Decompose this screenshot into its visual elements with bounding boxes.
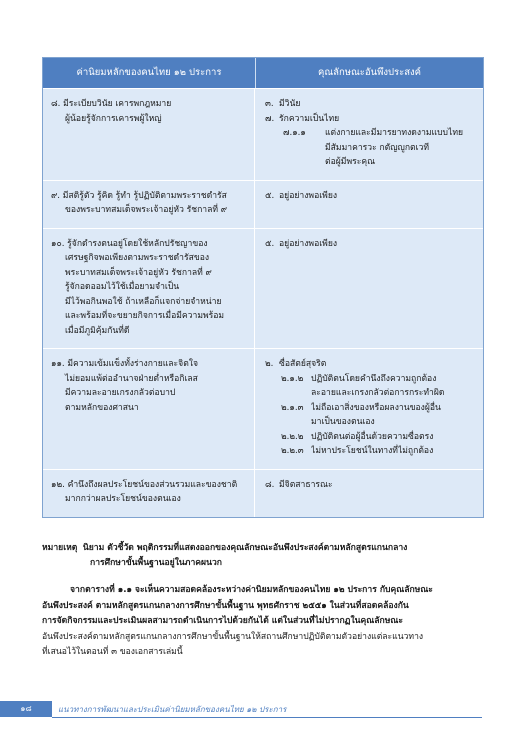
note-text-cont: การศึกษาขั้นพื้นฐานอยู่ในภาคผนวก bbox=[90, 558, 222, 568]
cell-line: รู้จักอดออมไว้ใช้เมื่อยามจำเป็น bbox=[65, 282, 180, 292]
sub-text: แต่งกายและมีมารยาทงดงามแบบไทย bbox=[325, 128, 464, 138]
cell-characteristic bbox=[255, 89, 483, 180]
para-line: ที่เสนอไว้ในตอนที่ ๓ ของเอกสารเล่มนี้ bbox=[42, 647, 183, 657]
cell-core-value bbox=[43, 229, 255, 349]
note-label: หมายเหตุ bbox=[42, 543, 78, 553]
sub-number: ๒.๒.๒ bbox=[281, 431, 304, 442]
item-text: อยู่อย่างพอเพียง bbox=[279, 238, 338, 249]
cell-characteristic bbox=[255, 470, 483, 517]
table-row bbox=[43, 469, 483, 517]
sub-number: ๒.๑.๓ bbox=[281, 402, 304, 413]
sub-number bbox=[265, 415, 311, 430]
cell-line: ๘. มีระเบียบวินัย เคารพกฎหมาย bbox=[51, 99, 172, 109]
page-number: ๑๘ bbox=[0, 701, 52, 717]
table-row bbox=[43, 348, 483, 469]
item-number: ๕. bbox=[265, 190, 275, 201]
cell-line: ไม่ยอมแพ้ต่ออำนาจฝ่ายต่ำหรือกิเลส bbox=[65, 373, 198, 384]
sub-number: ๒.๑.๒ bbox=[281, 373, 304, 384]
sub-number bbox=[265, 155, 325, 170]
table-header bbox=[43, 58, 483, 88]
item-number: ๘. bbox=[265, 479, 275, 490]
sub-number bbox=[265, 141, 325, 156]
cell-characteristic bbox=[255, 349, 483, 469]
note-text: นิยาม ตัวชี้วัด พฤติกรรมที่แสดงออกของคุณลักษณะอันพึงประสงค์ตามหลักสูตรแกนกลาง bbox=[82, 543, 408, 553]
sub-number: ๗.๑.๑ bbox=[283, 128, 306, 138]
cell-line: ของพระบาทสมเด็จพระเจ้าอยู่หัว รัชกาลที่ ๙ bbox=[65, 205, 228, 215]
item-number: ๒. bbox=[265, 359, 274, 369]
cell-characteristic bbox=[255, 229, 483, 349]
cell-line: ตามหลักของศาสนา bbox=[65, 402, 139, 413]
cell-line: เศรษฐกิจพอเพียงตามพระราชดำรัสของ bbox=[65, 253, 210, 263]
para-line: อันพึงประสงค์ตามหลักสูตรแกนกลางการศึกษาขั้นพื้นฐานให้สถานศึกษาปฏิบัติตามตัวอย่างแต่ละแนวทาง bbox=[42, 631, 424, 642]
table-row bbox=[43, 228, 483, 349]
item-number: ๕. bbox=[265, 238, 275, 249]
cell-characteristic bbox=[255, 181, 483, 228]
item-text: รักความเป็นไทย bbox=[279, 113, 340, 124]
table-row bbox=[43, 180, 483, 228]
sub-text: ปฏิบัติตนต่อผู้อื่นด้วยความซื่อตรง bbox=[311, 431, 434, 442]
sub-text: ไม่หาประโยชน์ในทางที่ไม่ถูกต้อง bbox=[311, 446, 434, 456]
item-number: ๗. bbox=[265, 113, 275, 124]
item-text: มีจิตสาธารณะ bbox=[279, 479, 333, 490]
item-text: มีวินัย bbox=[279, 99, 301, 109]
para-line: จากตารางที่ ๑.๑ จะเห็นความสอดคล้องระหว่างค่านิยมหลักของคนไทย ๑๒ ประการ กับคุณลักษณะ bbox=[70, 585, 433, 595]
table-note bbox=[42, 541, 482, 571]
cell-line: เมื่อมีภูมิคุ้มกันที่ดี bbox=[65, 325, 130, 336]
cell-line: ๑๒. คำนึงถึงผลประโยชน์ของส่วนรวมและของชาติ bbox=[51, 479, 238, 490]
sub-text: มาเป็นของตนเอง bbox=[311, 417, 375, 427]
values-table bbox=[42, 57, 484, 518]
para-line: การจัดกิจกรรมและประเมินผลสามารถดำเนินการไปด้วยกันได้ แต่ในส่วนที่ไม่ปรากฏในคุณลักษณะ bbox=[42, 616, 403, 626]
sub-text: ปฏิบัติตนโดยคำนึงถึงความถูกต้อง bbox=[311, 373, 437, 384]
item-text: อยู่อย่างพอเพียง bbox=[279, 190, 338, 201]
sub-text: ต่อผู้มีพระคุณ bbox=[325, 157, 376, 167]
footer-rule bbox=[52, 717, 482, 718]
cell-line: ผู้น้อยรู้จักการเคารพผู้ใหญ่ bbox=[65, 113, 162, 124]
cell-line: มากกว่าผลประโยชน์ของตนเอง bbox=[65, 494, 181, 504]
sub-number bbox=[265, 386, 311, 401]
cell-line: และพร้อมที่จะขยายกิจการเมื่อมีความพร้อม bbox=[65, 311, 225, 321]
footer-title: แนวทางการพัฒนาและประเมินค่านิยมหลักของคนไทย ๑๒ ประการ bbox=[58, 704, 287, 714]
cell-core-value bbox=[43, 349, 255, 469]
body-paragraph bbox=[42, 583, 482, 661]
cell-core-value bbox=[43, 181, 255, 228]
table-row bbox=[43, 88, 483, 180]
header-desired-characteristics: คุณลักษณะอันพึงประสงค์ bbox=[317, 67, 422, 78]
cell-line: ๑๐. รู้จักดำรงตนอยู่โดยใช้หลักปรัชญาของ bbox=[51, 238, 208, 249]
cell-line: มีความละอายเกรงกลัวต่อบาป bbox=[65, 388, 176, 398]
cell-line: พระบาทสมเด็จพระเจ้าอยู่หัว รัชกาลที่ ๙ bbox=[65, 267, 212, 278]
cell-core-value bbox=[43, 89, 255, 180]
page-footer bbox=[0, 698, 524, 720]
sub-text: มีสัมมาคารวะ กตัญญูกตเวที bbox=[325, 142, 430, 153]
cell-line: ๑๑. มีความเข้มแข็งทั้งร่างกายและจิตใจ bbox=[51, 359, 199, 369]
item-text: ซื่อสัตย์สุจริต bbox=[279, 359, 327, 369]
para-line: อันพึงประสงค์ ตามหลักสูตรแกนกลางการศึกษาขั้นพื้นฐาน พุทธศักราช ๒๕๕๑ ในส่วนที่สอดคล้องกัน bbox=[42, 600, 409, 611]
item-number: ๓. bbox=[265, 99, 274, 109]
sub-number: ๒.๒.๓ bbox=[281, 446, 304, 456]
sub-text: ไม่ถือเอาสิ่งของหรือผลงานของผู้อื่น bbox=[311, 402, 441, 413]
header-core-values: ค่านิยมหลักของคนไทย ๑๒ ประการ bbox=[43, 58, 256, 88]
cell-line: มีไว้พอกินพอใช้ ถ้าเหลือก็แจกจ่ายจำหน่าย bbox=[65, 296, 222, 307]
cell-core-value bbox=[43, 470, 255, 517]
cell-line: ๙. มีสติรู้ตัว รู้คิด รู้ทำ รู้ปฏิบัติตามพระราชดำรัส bbox=[51, 190, 227, 201]
sub-text: ละอายและเกรงกลัวต่อการกระทำผิด bbox=[311, 388, 445, 398]
